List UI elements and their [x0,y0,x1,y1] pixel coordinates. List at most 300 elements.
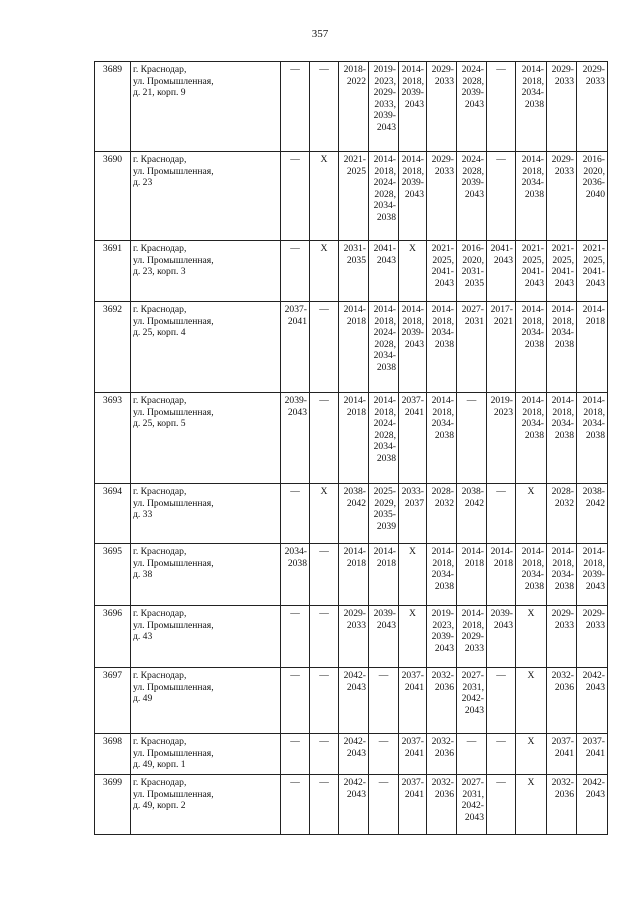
period-line: 2018, [522,165,544,177]
period-line: — [319,64,329,75]
period-cell [399,302,427,393]
period-cell [339,152,369,241]
period-cell [281,544,310,606]
period-cell [547,544,577,606]
address-line: ул. Промышленная, [133,747,214,759]
period-line: 2041- [490,243,513,254]
period-cell [399,241,427,302]
period-line: 2034- [373,200,396,211]
period-line: 2033 [434,75,454,87]
period-cell [577,668,608,734]
period-line: — [319,395,329,406]
period-line: 2037- [401,395,424,406]
address-line: ул. Промышленная, [133,497,214,509]
row-number: 3689 [95,62,131,152]
period-line: 2036 [434,747,454,759]
period-line: 2014- [582,304,605,315]
period-line: 2018, [522,557,544,569]
period-line: 2034- [521,569,544,580]
period-cell [577,734,608,775]
period-line: 2014- [431,304,454,315]
period-line: 2025, [522,254,544,266]
period-line: 2014- [521,154,544,165]
address-line: г. Краснодар, [133,670,187,681]
period-line: 2041 [404,406,424,418]
period-line: 2043 [585,580,605,592]
period-cell [547,606,577,668]
period-line: 2043 [493,254,513,266]
period-cell [457,775,487,835]
period-cell [369,775,399,835]
address-cell [131,606,281,668]
period-line: 2018, [402,315,424,327]
period-line: 2031- [343,243,366,254]
period-line: 2036- [582,177,605,188]
address-line: ул. Промышленная, [133,619,214,631]
period-line: 2028, [462,165,484,177]
period-line: 2037 [404,497,424,509]
period-cell [516,152,547,241]
period-line: 2014- [551,395,574,406]
period-line: 2014- [521,395,544,406]
period-cell [339,606,369,668]
period-line: 2043 [376,121,396,133]
period-line: X [527,486,535,497]
period-line: 2039- [582,569,605,580]
address-cell [131,393,281,484]
period-cell [457,668,487,734]
period-line: 2039 [376,520,396,532]
period-cell [369,152,399,241]
period-cell [547,302,577,393]
period-cell [281,484,310,544]
period-line: X [409,546,416,557]
address-line: г. Краснодар, [133,486,187,497]
period-line: 2024- [373,327,396,338]
period-cell [369,393,399,484]
table-body [95,62,608,835]
period-cell [399,544,427,606]
period-line: — [290,670,300,681]
period-line: 2032 [554,497,574,509]
period-line: 2018 [346,406,366,418]
period-cell [427,241,457,302]
period-line: 2043 [585,277,605,289]
period-line: 2019- [373,64,396,75]
period-line: 2014- [521,64,544,75]
period-line: 2014- [582,395,605,406]
period-cell [339,241,369,302]
period-cell [487,241,516,302]
period-line: 2033 [434,165,454,177]
period-line: — [319,546,329,557]
period-cell [369,606,399,668]
period-line: 2014- [461,546,484,557]
period-line: 2018, [583,406,605,418]
address-line: д. 25, корп. 5 [133,418,186,429]
period-line: 2038 [376,361,396,373]
period-cell [516,241,547,302]
period-line: — [290,243,300,254]
period-line: — [496,670,506,681]
row-number: 3695 [95,544,131,606]
row-number: 3696 [95,606,131,668]
period-cell [281,775,310,835]
table-row [95,152,608,241]
period-line: — [378,736,389,747]
period-cell [427,302,457,393]
period-line: 2037- [582,736,605,747]
period-line: 2014- [521,304,544,315]
period-line: 2039- [401,87,424,98]
period-line: 2036 [554,788,574,800]
address-line: д. 49 [133,693,153,704]
period-line: 2043 [464,704,484,716]
period-cell [339,393,369,484]
address-line: ул. Промышленная, [133,681,214,693]
row-number: 3691 [95,241,131,302]
period-cell [427,484,457,544]
period-line: — [496,486,506,497]
period-line: 2019- [431,608,454,619]
period-cell [427,393,457,484]
period-cell [310,544,339,606]
period-line: 2018, [374,406,396,418]
period-cell [399,734,427,775]
period-line: 2018, [402,165,424,177]
period-line: 2043 [554,277,574,289]
period-cell [427,775,457,835]
period-cell [281,62,310,152]
period-line: 2041- [551,266,574,277]
period-line: 2041 [404,681,424,693]
period-line: 2033 [585,619,605,631]
table-row [95,484,608,544]
period-line: 2037- [551,736,574,747]
period-line: 2038 [434,338,454,350]
period-cell [399,152,427,241]
period-line: 2041- [521,266,544,277]
period-cell [547,775,577,835]
period-line: 2038 [524,98,544,110]
period-line: 2033, [374,98,396,110]
address-cell [131,302,281,393]
period-line: 2028, [374,188,396,200]
period-cell [516,606,547,668]
period-cell [369,62,399,152]
period-line: X [409,243,416,254]
period-cell [427,734,457,775]
address-line: г. Краснодар, [133,154,187,165]
period-line: 2016- [461,243,484,254]
period-cell [427,62,457,152]
period-line: X [527,736,535,747]
address-line: ул. Промышленная, [133,557,214,569]
period-cell [577,302,608,393]
period-line: 2036 [434,788,454,800]
period-line: 2025, [583,254,605,266]
period-line: 2028- [551,486,574,497]
period-line: 2034- [521,87,544,98]
period-line: 2038 [585,429,605,441]
period-line: 2031 [464,315,484,327]
period-line: — [319,736,329,747]
period-line: 2018 [376,557,396,569]
period-line: — [466,736,477,747]
period-cell [339,734,369,775]
period-line: 2018, [374,165,396,177]
period-line: X [320,154,328,165]
period-cell [547,484,577,544]
period-cell [281,152,310,241]
period-cell [310,62,339,152]
period-line: 2029- [343,608,366,619]
period-line: 2038 [434,580,454,592]
period-line: — [378,777,389,788]
address-line: г. Краснодар, [133,546,187,557]
period-line: 2018 [346,557,366,569]
period-line: — [290,154,300,165]
address-line: д. 21, корп. 9 [133,87,186,98]
period-line: 2034- [582,418,605,429]
address-line: ул. Промышленная, [133,165,214,177]
period-line: 2018, [522,315,544,327]
period-line: 2034- [373,350,396,361]
period-cell [399,775,427,835]
repair-schedule-table [94,61,608,835]
period-line: 2038 [554,580,574,592]
period-cell [457,302,487,393]
page-number: 357 [311,28,329,40]
period-line: 2033 [554,165,574,177]
period-line: 2014- [461,608,484,619]
period-line: X [320,486,328,497]
period-line: 2018 [464,557,484,569]
period-line: 2014- [490,546,513,557]
period-line: 2043 [464,811,484,823]
period-line: 2043 [434,642,454,654]
period-cell [487,484,516,544]
address-cell [131,62,281,152]
period-line: 2021- [343,154,366,165]
period-line: 2018, [522,406,544,418]
period-line: 2042- [582,777,605,788]
row-number: 3698 [95,734,131,775]
period-line: 2038 [524,429,544,441]
period-line: 2032- [431,670,454,681]
period-line: 2014- [343,546,366,557]
period-line: 2037- [401,777,424,788]
period-line: 2041 [404,788,424,800]
period-line: 2021- [521,243,544,254]
period-line: 2014- [551,304,574,315]
period-cell [369,302,399,393]
period-cell [310,152,339,241]
period-cell [487,393,516,484]
period-line: 2014- [431,546,454,557]
period-line: 2014- [373,395,396,406]
address-line: ул. Промышленная, [133,254,214,266]
period-line: 2018, [583,557,605,569]
period-line: 2037- [401,670,424,681]
period-line: 2039- [431,631,454,642]
period-line: 2032- [551,777,574,788]
period-line: 2037- [401,736,424,747]
period-line: 2043 [404,98,424,110]
period-cell [281,241,310,302]
period-line: 2014- [401,154,424,165]
period-line: 2018, [432,315,454,327]
table-row [95,606,608,668]
period-line: 2021- [582,243,605,254]
period-line: 2043 [493,619,513,631]
period-line: 2018, [432,406,454,418]
period-line: — [496,736,506,747]
period-cell [369,241,399,302]
period-line: 2034- [521,418,544,429]
period-line: 2034- [373,441,396,452]
period-line: 2018 [346,315,366,327]
period-line: — [496,777,506,788]
period-line: 2043 [434,277,454,289]
table-row [95,241,608,302]
period-line: — [290,608,300,619]
row-number: 3697 [95,668,131,734]
address-line: д. 25, корп. 4 [133,327,186,338]
period-line: 2038 [376,211,396,223]
address-cell [131,544,281,606]
period-line: 2014- [343,395,366,406]
period-cell [547,668,577,734]
period-line: 2023, [374,75,396,87]
period-line: 2041- [373,243,396,254]
period-line: 2029- [373,87,396,98]
period-line: 2034- [431,569,454,580]
address-line: ул. Промышленная, [133,406,214,418]
period-line: 2018- [343,64,366,75]
period-line: 2042- [582,670,605,681]
period-line: 2038 [524,338,544,350]
period-line: 2043 [346,747,366,759]
period-line: 2042 [464,497,484,509]
address-cell [131,775,281,835]
period-cell [281,668,310,734]
period-line: 2042- [461,800,484,811]
period-cell [281,606,310,668]
period-cell [487,152,516,241]
period-cell [399,668,427,734]
period-line: 2014- [343,304,366,315]
period-cell [516,775,547,835]
table-row [95,393,608,484]
period-line: 2020, [583,165,605,177]
period-line: 2038 [287,557,307,569]
period-line: — [290,777,300,788]
address-line: д. 49, корп. 1 [133,759,186,770]
period-line: 2014- [551,546,574,557]
period-line: 2018, [552,315,574,327]
row-number: 3693 [95,393,131,484]
period-line: 2034- [284,546,307,557]
period-line: 2029- [431,154,454,165]
row-number: 3699 [95,775,131,835]
period-cell [547,393,577,484]
period-cell [427,544,457,606]
period-line: 2018, [522,75,544,87]
period-line: 2023 [493,406,513,418]
period-cell [516,62,547,152]
period-line: 2039- [401,177,424,188]
period-line: 2029- [582,64,605,75]
period-cell [427,152,457,241]
address-line: г. Краснодар, [133,243,187,254]
period-line: 2039- [284,395,307,406]
period-cell [457,484,487,544]
address-cell [131,668,281,734]
period-cell [516,544,547,606]
period-line: 2021 [493,315,513,327]
period-line: 2041- [431,266,454,277]
address-cell [131,734,281,775]
period-line: — [319,777,329,788]
period-line: 2041 [554,747,574,759]
period-cell [516,484,547,544]
period-line: 2038 [554,338,574,350]
period-line: 2034- [551,569,574,580]
period-cell [310,241,339,302]
period-cell [310,668,339,734]
period-line: 2031- [461,266,484,277]
period-line: 2042- [343,777,366,788]
period-cell [577,152,608,241]
period-line: 2038 [524,188,544,200]
period-cell [487,775,516,835]
period-line: — [290,736,300,747]
table-row [95,734,608,775]
period-line: 2032- [551,670,574,681]
period-cell [339,544,369,606]
row-number: 3692 [95,302,131,393]
address-cell [131,484,281,544]
period-line: — [290,64,300,75]
period-line: 2043 [404,338,424,350]
address-line: д. 38 [133,569,153,580]
period-cell [577,606,608,668]
period-line: X [320,243,328,254]
period-line: 2042 [346,497,366,509]
period-line: 2039- [373,110,396,121]
period-line: 2043 [524,277,544,289]
period-line: X [527,777,535,788]
period-cell [457,152,487,241]
period-line: 2039- [490,608,513,619]
period-line: 2035 [464,277,484,289]
address-cell [131,152,281,241]
address-line: г. Краснодар, [133,608,187,619]
period-line: 2041 [287,315,307,327]
period-line: 2025, [432,254,454,266]
period-line: 2021- [551,243,574,254]
address-line: д. 23, корп. 3 [133,266,186,277]
period-cell [310,606,339,668]
period-line: 2014- [431,395,454,406]
period-line: 2024- [373,177,396,188]
period-cell [577,775,608,835]
address-line: д. 43 [133,631,153,642]
period-line: 2038- [461,486,484,497]
period-line: 2014- [373,304,396,315]
period-line: 2036 [434,681,454,693]
